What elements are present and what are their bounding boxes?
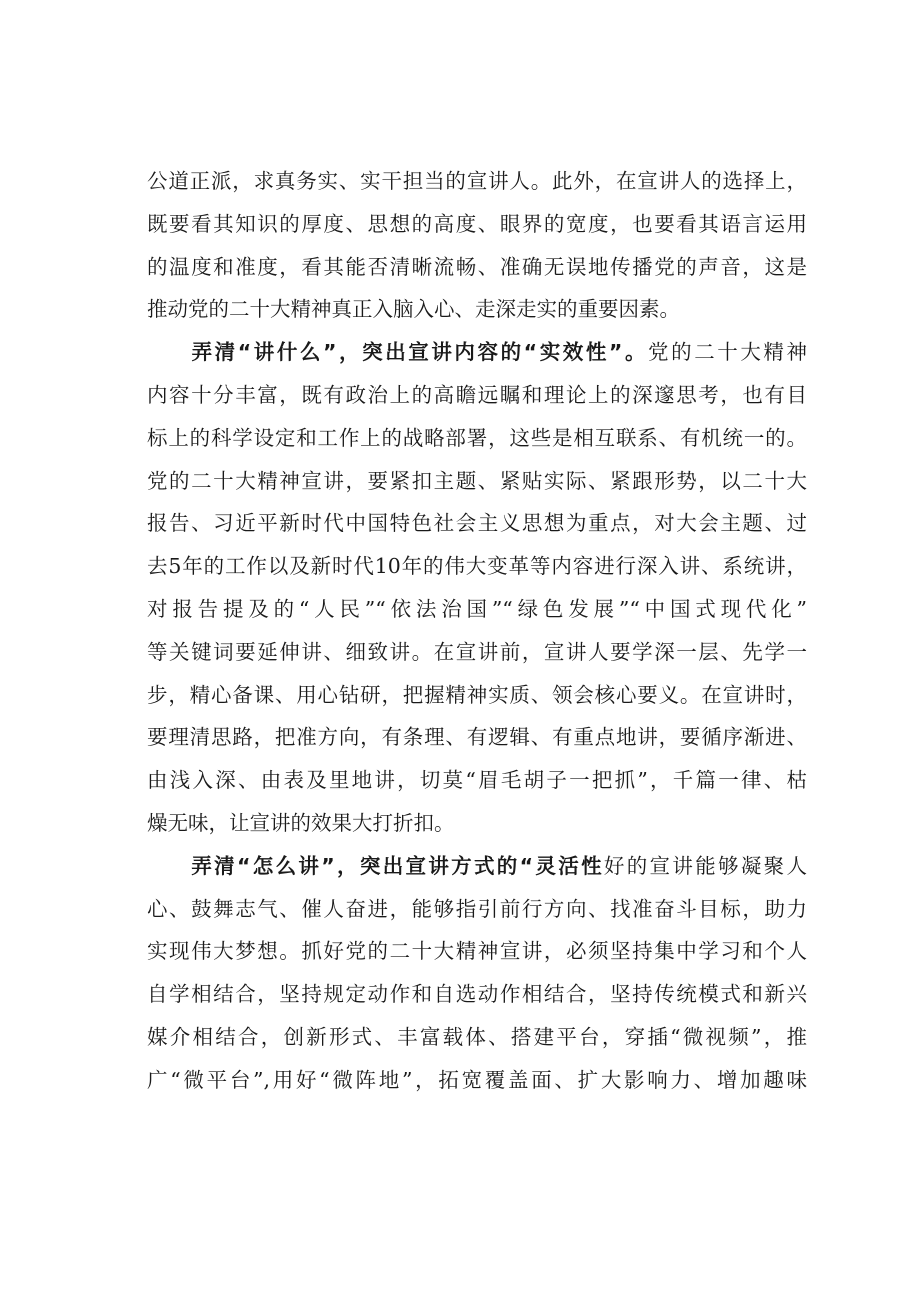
paragraph-3-line-1-rest: 好的宣讲能够凝聚人: [603, 853, 807, 878]
paragraph-2-line-1: [147, 331, 807, 374]
paragraph-2-line-3: 标上的科学设定和工作上的战略部署，这些是相互联系、有机统一的。: [147, 425, 807, 450]
paragraph-3-line-1: [147, 845, 807, 888]
paragraph-3-line-2: 心、鼓舞志气、催人奋进，能够指引前行方向、找准奋斗目标，助力: [147, 896, 807, 921]
paragraph-2-line-1-rest: 党的二十大精神: [648, 340, 807, 365]
paragraph-3-line-5: 媒介相结合，创新形式、丰富载体、搭建平台，穿插“微视频”，推: [147, 1024, 807, 1049]
paragraph-1-line-2: 既要看其知识的厚度、思想的高度、眼界的宽度，也要看其语言运用: [147, 211, 807, 236]
paragraph-2-heading: 弄清“讲什么”，突出宣讲内容的“实效性”。: [189, 340, 649, 365]
paragraph-1-line-1: 公道正派，求真务实、实干担当的宣讲人。此外，在宣讲人的选择上，: [147, 169, 807, 193]
paragraph-2-line-11: 由浅入深、由表及里地讲，切莫“眉毛胡子一把抓”，千篇一律、枯: [147, 768, 807, 793]
paragraph-1-line-3: 的温度和准度，看其能否清晰流畅、准确无误地传播党的声音，这是: [147, 254, 807, 279]
paragraph-2-line-4: 党的二十大精神宣讲，要紧扣主题、紧贴实际、紧跟形势，以二十大: [147, 468, 807, 493]
paragraph-2-line-9: 步，精心备课、用心钻研，把握精神实质、领会核心要义。在宣讲时，: [147, 682, 807, 707]
paragraph-3-line-6: 广“微平台”,用好“微阵地”，拓宽覆盖面、扩大影响力、增加趣味: [147, 1067, 807, 1092]
document-body: [147, 160, 807, 1102]
paragraph-2-line-5: 报告、习近平新时代中国特色社会主义思想为重点，对大会主题、过: [147, 511, 807, 536]
paragraph-3-heading: 弄清“怎么讲”，突出宣讲方式的“灵活性: [189, 853, 604, 878]
paragraph-2-line-6: 去5年的工作以及新时代10年的伟大变革等内容进行深入讲、系统讲，: [147, 554, 807, 579]
paragraph-3-line-4: 自学相结合，坚持规定动作和自选动作相结合，坚持传统模式和新兴: [147, 982, 807, 1007]
paragraph-2-line-10: 要理清思路，把准方向，有条理、有逻辑、有重点地讲，要循序渐进、: [147, 725, 807, 750]
paragraph-2-line-2: 内容十分丰富，既有政治上的高瞻远瞩和理论上的深邃思考，也有目: [147, 382, 807, 407]
paragraph-2-line-8: 等关键词要延伸讲、细致讲。在宣讲前，宣讲人要学深一层、先学一: [147, 639, 807, 664]
paragraph-2-line-7: 对报告提及的“人民”“依法治国”“绿色发展”“中国式现代化”: [147, 596, 807, 621]
paragraph-2-line-12: 燥无味，让宣讲的效果大打折扣。: [147, 810, 455, 835]
paragraph-1-line-4: 推动党的二十大精神真正入脑入心、走深走实的重要因素。: [147, 297, 680, 322]
paragraph-3-line-3: 实现伟大梦想。抓好党的二十大精神宣讲，必须坚持集中学习和个人: [147, 939, 807, 964]
